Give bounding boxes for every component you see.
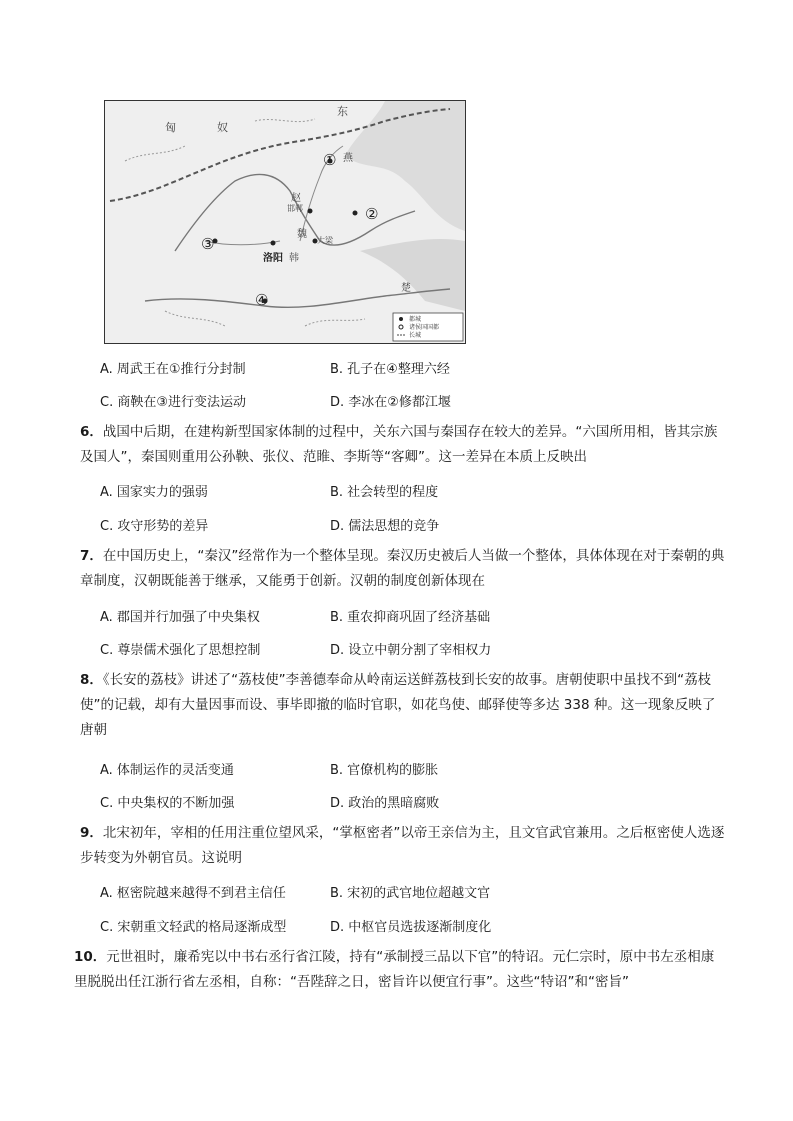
question-9-stem: 北宋初年，宰相的任用注重位望风采，“掌枢密者”以帝王亲信为主，且文官武官兼用。之后枢密使人选逐步转变为外朝官员。这说明 [80, 825, 725, 866]
q6-option-a: A. 国家实力的强弱 [100, 485, 208, 500]
question-9-number: 9． [80, 825, 103, 841]
map-label-handan: 邯郸 [287, 204, 303, 213]
q9-option-b: B. 宋初的武官地位超越文官 [330, 886, 491, 901]
map-legend-great-wall: 长城 [409, 332, 422, 339]
question-6-number: 6． [80, 424, 103, 440]
q6-option-c: C. 攻守形势的差异 [100, 519, 209, 534]
map-label-luoyang: 洛阳 [263, 253, 283, 264]
question-7-number: 7． [80, 548, 103, 564]
question-9 [80, 821, 725, 871]
map-label-dong: 东 [337, 105, 348, 118]
q8-option-c: C. 中央集权的不断加强 [100, 796, 235, 811]
map-marker-2: ② [365, 205, 379, 223]
question-10-number: 10． [74, 949, 107, 965]
q6-option-d: D. 儒法思想的竞争 [330, 519, 440, 534]
historical-map [104, 100, 466, 344]
question-8 [80, 668, 725, 743]
map-label-chu: 楚 [401, 283, 411, 294]
map-label-dalu: 大梁 [317, 236, 333, 245]
map-marker-3: ③ [201, 235, 215, 253]
q9-option-a: A. 枢密院越来越得不到君主信任 [100, 886, 286, 901]
map-label-han: 韩 [289, 253, 299, 264]
map-label-yan: 燕 [343, 153, 353, 164]
q5-option-a: A. 周武王在①推行分封制 [100, 362, 246, 377]
question-10-stem: 元世祖时，廉希宪以中书右丞行省江陵，持有“承制授三品以下官”的特诏。元仁宗时，原中书左丞相康里脱脱出任江浙行省左丞相，自称：“吾陛辞之日，密旨许以便宜行事”。这些“特诏”和“密旨” [74, 949, 715, 990]
map-label-wei: 魏 [297, 229, 307, 240]
q6-option-b: B. 社会转型的程度 [330, 485, 439, 500]
question-10 [74, 945, 725, 995]
question-8-number: 8． [80, 672, 103, 688]
q5-option-d: D. 李冰在②修都江堰 [330, 395, 451, 410]
map-legend-state-capital: 诸侯国国都 [409, 324, 440, 331]
map-label-zhao: 赵 [291, 193, 301, 204]
q8-option-a: A. 体制运作的灵活变通 [100, 763, 234, 778]
q8-option-d: D. 政治的黑暗腐败 [330, 796, 440, 811]
q8-option-b: B. 官僚机构的膨胀 [330, 763, 439, 778]
map-legend-capital: 都城 [409, 316, 422, 323]
q7-option-a: A. 郡国并行加强了中央集权 [100, 610, 260, 625]
question-6-stem: 战国中后期，在建构新型国家体制的过程中，关东六国与秦国存在较大的差异。“六国所用相，皆其宗族及国人”，秦国则重用公孙鞅、张仪、范睢、李斯等“客卿”。这一差异在本质上反映出 [80, 424, 718, 465]
map-drawing [105, 101, 465, 343]
q9-option-c: C. 宋朝重文轻武的格局逐渐成型 [100, 920, 287, 935]
map-label-xiongnu-1: 匈 [165, 121, 176, 134]
map-marker-1: ① [323, 151, 337, 169]
q5-option-c: C. 商鞅在③进行变法运动 [100, 395, 246, 410]
q7-option-d: D. 设立中朝分割了宰相权力 [330, 643, 492, 658]
question-6 [80, 420, 725, 470]
q7-option-c: C. 尊崇儒术强化了思想控制 [100, 643, 261, 658]
map-marker-4: ④ [255, 291, 269, 309]
map-label-xiongnu-2: 奴 [217, 121, 228, 134]
question-8-stem: 《长安的荔枝》讲述了“荔枝使”李善德奉命从岭南运送鲜荔枝到长安的故事。唐朝使职中虽找不到“荔枝使”的记载，却有大量因事而设、事毕即撤的临时官职，如花鸟使、邮驿使等多达 338 种。这一现象反映了唐朝 [80, 672, 716, 738]
q7-option-b: B. 重农抑商巩固了经济基础 [330, 610, 491, 625]
q9-option-d: D. 中枢官员选拔逐渐制度化 [330, 920, 492, 935]
q5-option-b: B. 孔子在④整理六经 [330, 362, 450, 377]
question-7 [80, 544, 725, 594]
question-7-stem: 在中国历史上，“秦汉”经常作为一个整体呈现。秦汉历史被后人当做一个整体，具体体现在对于秦朝的典章制度，汉朝既能善于继承，又能勇于创新。汉朝的制度创新体现在 [80, 548, 725, 589]
